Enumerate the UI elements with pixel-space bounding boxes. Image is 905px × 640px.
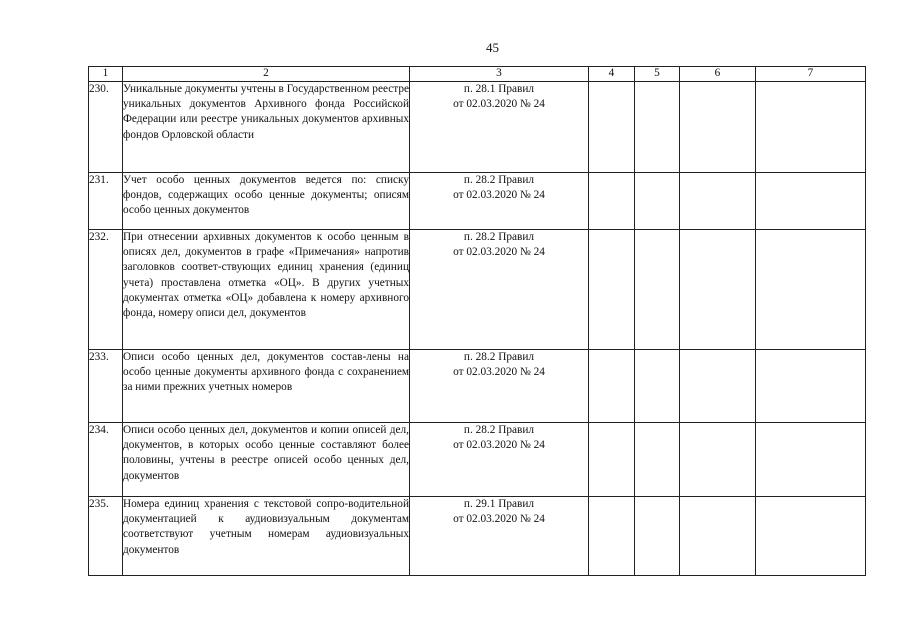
regulation-reference	[410, 230, 589, 350]
requirement-text: Описи особо ценных дел, документов и копии описей дел, документов, в которых особо ценные составляют более половины, учтены в реестре описей особо ценных дел, документов	[123, 423, 410, 497]
cell-col-6	[680, 230, 756, 350]
row-number: 231.	[89, 173, 123, 230]
cell-col-5	[635, 350, 680, 423]
reference-clause: п. 28.2 Правил	[463, 174, 535, 186]
requirement-text: Описи особо ценных дел, документов состав-лены на особо ценные документы архивного фонда с сохранением за ними прежних учетных номеров	[123, 350, 410, 423]
regulation-reference	[410, 497, 589, 576]
cell-col-4	[589, 497, 635, 576]
reference-clause: п. 28.2 Правил	[463, 424, 535, 436]
cell-col-4	[589, 230, 635, 350]
requirement-text: При отнесении архивных документов к особо ценным в описях дел, документов в графе «Примечания» напротив заголовков соответ-ствующих единиц хранения (единиц учета) проставлена отметка «ОЦ». В других учетных документах отметка «ОЦ» добавлена к номеру архивного фонда, номеру описи дел, документов	[123, 230, 410, 350]
row-number: 235.	[89, 497, 123, 576]
column-header-5: 5	[635, 67, 680, 82]
reference-date: от 02.03.2020 № 24	[453, 513, 545, 526]
column-header-6: 6	[680, 67, 756, 82]
reference-date: от 02.03.2020 № 24	[453, 439, 545, 452]
reference-date: от 02.03.2020 № 24	[453, 98, 545, 111]
cell-col-6	[680, 82, 756, 173]
reference-date: от 02.03.2020 № 24	[453, 366, 545, 379]
table-row	[89, 173, 866, 230]
regulation-reference	[410, 173, 589, 230]
cell-col-7	[756, 423, 866, 497]
cell-col-6	[680, 497, 756, 576]
cell-col-7	[756, 497, 866, 576]
cell-col-6	[680, 173, 756, 230]
table-row	[89, 82, 866, 173]
table-row	[89, 230, 866, 350]
reference-date: от 02.03.2020 № 24	[453, 189, 545, 202]
reference-clause: п. 28.2 Правил	[463, 351, 535, 363]
cell-col-7	[756, 82, 866, 173]
row-number: 234.	[89, 423, 123, 497]
regulation-reference	[410, 82, 589, 173]
cell-col-4	[589, 173, 635, 230]
page-number	[0, 40, 905, 56]
requirement-text: Номера единиц хранения с текстовой сопро-водительной документацией к аудиовизуальным документам соответствуют учетным номерам аудиовизуальных документов	[123, 497, 410, 576]
table-row	[89, 350, 866, 423]
cell-col-4	[589, 350, 635, 423]
row-number: 230.	[89, 82, 123, 173]
cell-col-7	[756, 230, 866, 350]
reference-date: от 02.03.2020 № 24	[453, 246, 545, 259]
cell-col-5	[635, 423, 680, 497]
column-header-7: 7	[756, 67, 866, 82]
cell-col-7	[756, 350, 866, 423]
cell-col-5	[635, 173, 680, 230]
checklist-table	[88, 66, 866, 576]
reference-clause: п. 28.2 Правил	[463, 231, 535, 243]
requirement-text: Уникальные документы учтены в Государственном реестре уникальных документов Архивного фонда Российской Федерации или реестре уникальных документов архивных фондов Орловской области	[123, 82, 410, 173]
row-number: 233.	[89, 350, 123, 423]
regulation-reference	[410, 350, 589, 423]
cell-col-6	[680, 423, 756, 497]
table-row	[89, 497, 866, 576]
cell-col-4	[589, 423, 635, 497]
cell-col-5	[635, 82, 680, 173]
cell-col-7	[756, 173, 866, 230]
cell-col-6	[680, 350, 756, 423]
header-row	[89, 67, 866, 82]
reference-clause: п. 28.1 Правил	[463, 83, 535, 95]
column-header-4: 4	[589, 67, 635, 82]
cell-col-5	[635, 497, 680, 576]
requirement-text: Учет особо ценных документов ведется по: списку фондов, содержащих особо ценные документы; описям особо ценных документов	[123, 173, 410, 230]
cell-col-5	[635, 230, 680, 350]
regulation-reference	[410, 423, 589, 497]
cell-col-4	[589, 82, 635, 173]
reference-clause: п. 29.1 Правил	[463, 498, 535, 510]
column-header-2: 2	[123, 67, 410, 82]
table-row	[89, 423, 866, 497]
column-header-3: 3	[410, 67, 589, 82]
column-header-1: 1	[89, 67, 123, 82]
page-number-value: 45	[486, 40, 499, 55]
row-number: 232.	[89, 230, 123, 350]
